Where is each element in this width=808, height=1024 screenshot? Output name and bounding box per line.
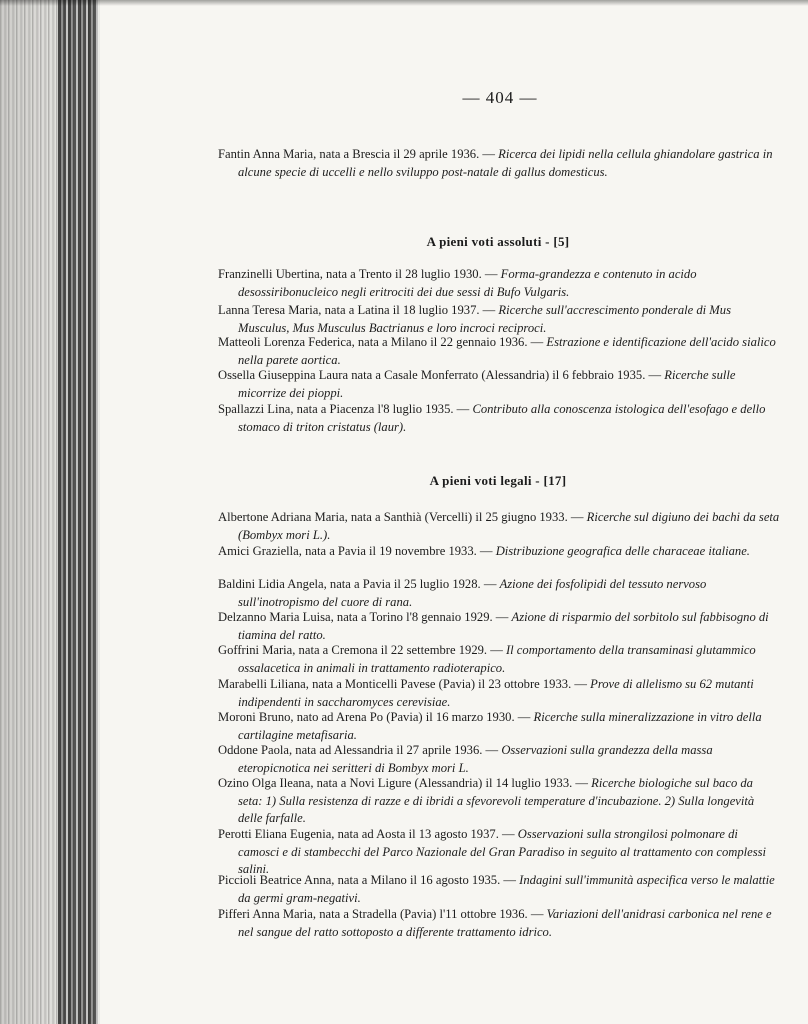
entry-author: Delzanno Maria Luisa, nata a Torino l'8 gennaio 1929. —	[218, 610, 509, 624]
list-item	[218, 401, 780, 436]
entry-author: Albertone Adriana Maria, nata a Santhià (Vercelli) il 25 giugno 1933. —	[218, 510, 584, 524]
entry-author: Perotti Eliana Eugenia, nata ad Aosta il 13 agosto 1937. —	[218, 827, 515, 841]
entry-author: Pifferi Anna Maria, nata a Stradella (Pavia) l'11 ottobre 1936. —	[218, 907, 544, 921]
entry-author: Baldini Lidia Angela, nata a Pavia il 25 luglio 1928. —	[218, 577, 497, 591]
entry-title: Forma-grandezza e contenuto in acido desossiribonucleico negli eritrociti dei due sessi di Bufo Vulgaris.	[238, 267, 697, 299]
entry-title: Ricerche sulla mineralizzazione in vitro della cartilagine metafisaria.	[238, 710, 762, 742]
intro-entry	[218, 146, 780, 181]
entry-title: Ricerche sulle micorrize dei pioppi.	[238, 368, 736, 400]
entry-author: Piccioli Beatrice Anna, nata a Milano il 16 agosto 1935. —	[218, 873, 516, 887]
list-item	[218, 609, 780, 644]
entry-title: Ricerca dei lipidi nella cellula ghiandolare gastrica in alcune specie di uccelli e nello sviluppo post-natale di gallus domesticus.	[238, 147, 773, 179]
list-item	[218, 334, 780, 369]
scan-binding-strip	[58, 0, 98, 1024]
list-item	[218, 775, 780, 828]
section-heading-legali: A pieni voti legali - [17]	[429, 473, 567, 488]
entry-author: Spallazzi Lina, nata a Piacenza l'8 luglio 1935. —	[218, 402, 470, 416]
entry-title: Ricerche sull'accrescimento ponderale di Mus Musculus, Mus Musculus Bactrianus e loro incroci reciproci.	[238, 303, 731, 335]
entry-author: Fantin Anna Maria, nata a Brescia il 29 aprile 1936. —	[218, 147, 495, 161]
list-item	[218, 576, 780, 611]
entry-title: Contributo alla conoscenza istologica dell'esofago e dello stomaco di triton cristatus (laur).	[238, 402, 766, 434]
entry-author: Oddone Paola, nata ad Alessandria il 27 aprile 1936. —	[218, 743, 499, 757]
list-item	[218, 906, 780, 941]
entry-title: Distribuzione geografica delle characeae italiane.	[495, 544, 750, 558]
entry-title: Prove di allelismo su 62 mutanti indipendenti in saccharomyces cerevisiae.	[238, 677, 754, 709]
entry-title: Ricerche biologiche sul baco da seta: 1) Sulla resistenza di razze e di ibridi a sfevorevoli temperature d'incubazione. 2) Sulla longevità delle farfalle.	[238, 776, 755, 825]
entry-author: Ossella Giuseppina Laura nata a Casale Monferrato (Alessandria) il 6 febbraio 1935. —	[218, 368, 662, 382]
list-item	[218, 826, 780, 879]
list-item	[218, 872, 780, 907]
list-item	[218, 302, 780, 337]
entry-title: Osservazioni sulla strongilosi polmonare di camosci e di stambecchi del Parco Nazionale del Gran Paradiso in seguito al trattamento con complessi salini.	[238, 827, 767, 876]
entry-title: Osservazioni sulla grandezza della massa eteropicnotica nei seritteri di Bombyx mori L.	[238, 743, 713, 775]
list-item	[218, 642, 780, 677]
list-item	[218, 543, 780, 561]
list-item	[218, 676, 780, 711]
entry-title: Ricerche sul digiuno dei bachi da seta (Bombyx mori L.).	[238, 510, 780, 542]
list-item	[218, 367, 780, 402]
entry-author: Ozino Olga Ileana, nata a Novi Ligure (Alessandria) il 14 luglio 1933. —	[218, 776, 589, 790]
entry-author: Matteoli Lorenza Federica, nata a Milano il 22 gennaio 1936. —	[218, 335, 544, 349]
list-item	[218, 742, 780, 777]
entry-author: Moroni Bruno, nato ad Arena Po (Pavia) il 16 marzo 1930. —	[218, 710, 531, 724]
list-item	[218, 266, 780, 301]
entry-author: Lanna Teresa Maria, nata a Latina il 18 luglio 1937. —	[218, 303, 496, 317]
entry-author: Franzinelli Ubertina, nata a Trento il 28 luglio 1930. —	[218, 267, 498, 281]
scan-top-shadow	[0, 0, 808, 6]
entry-title: Azione dei fosfolipidi del tessuto nervoso sull'inotropismo del cuore di rana.	[238, 577, 707, 609]
entry-title: Indagini sull'immunità aspecifica verso le malattie da germi gram-negativi.	[238, 873, 775, 905]
entry-title: Estrazione e identificazione dell'acido sialico nella parete aortica.	[238, 335, 776, 367]
entry-author: Marabelli Liliana, nata a Monticelli Pavese (Pavia) il 23 ottobre 1933. —	[218, 677, 587, 691]
page-number: — 404 —	[462, 88, 538, 107]
section-heading-assoluti: A pieni voti assoluti - [5]	[426, 234, 570, 249]
entry-author: Goffrini Maria, nata a Cremona il 22 settembre 1929. —	[218, 643, 503, 657]
entry-author: Amici Graziella, nata a Pavia il 19 novembre 1933. —	[218, 544, 493, 558]
list-item	[218, 709, 780, 744]
entry-title: Il comportamento della transaminasi glutammico ossalacetica in animali in trattamento radioterapico.	[238, 643, 756, 675]
list-item	[218, 509, 780, 544]
entry-title: Variazioni dell'anidrasi carbonica nel rene e nel sangue del ratto sottoposto a differente trattamento idrico.	[238, 907, 772, 939]
entry-title: Azione di risparmio del sorbitolo sul fabbisogno di tiamina del ratto.	[238, 610, 769, 642]
